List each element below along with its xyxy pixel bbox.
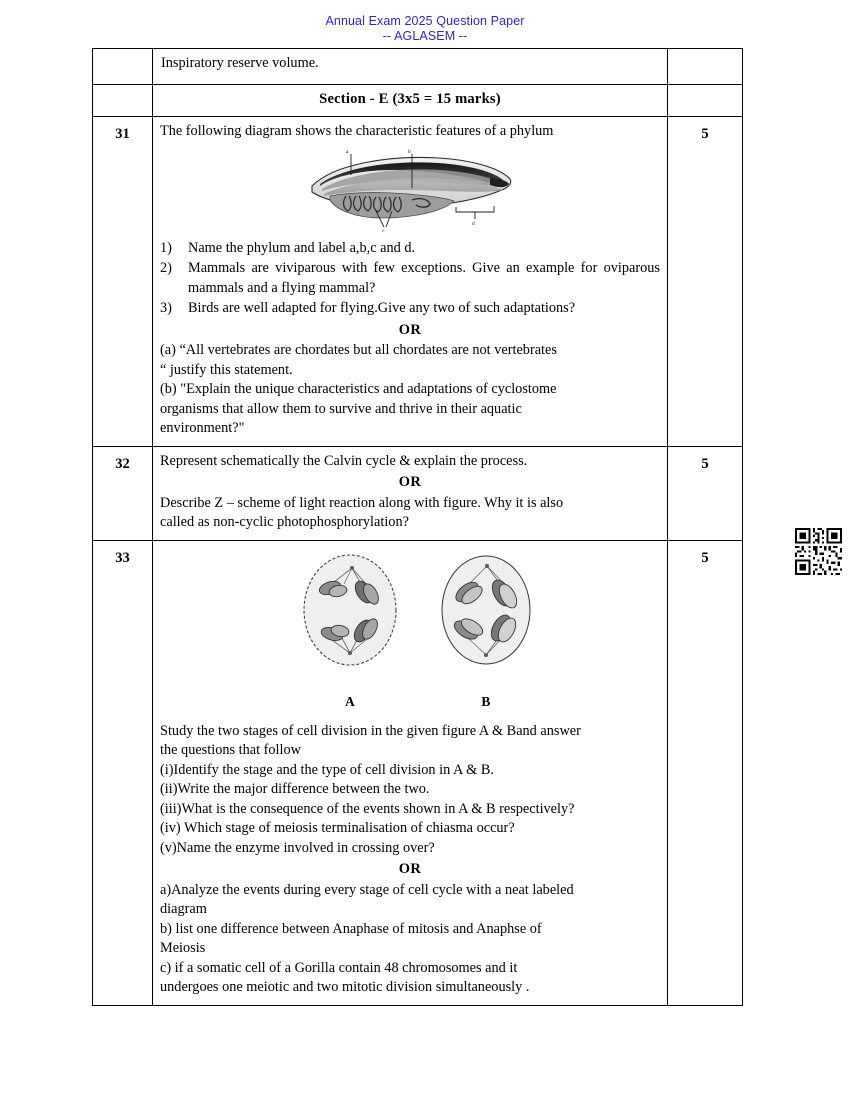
- figure-caption: A: [344, 694, 356, 709]
- question-lead-text: The following diagram shows the characteristic features of a phylum: [160, 123, 554, 139]
- marks-cell: [668, 117, 743, 447]
- question-line: the questions that follow: [160, 742, 301, 758]
- marks-cell: [668, 540, 743, 1005]
- section-title: Section - E (3x5 = 15 marks): [319, 91, 501, 107]
- list-marker: 2): [160, 260, 172, 276]
- question-body-cell: [153, 49, 668, 85]
- alt-question-line: “ justify this statement.: [160, 361, 293, 378]
- section-header-cell: [153, 85, 668, 117]
- table-row: [93, 540, 743, 1005]
- list-text: Mammals are viviparous with few exceptions. Give an example for oviparous mammals and a flying mammal?: [188, 260, 660, 296]
- alt-question-line: undergoes one meiotic and two mitotic division simultaneously .: [160, 979, 530, 995]
- question-number: 31: [115, 126, 130, 142]
- alt-question-line: called as non-cyclic photophosphorylation?: [160, 514, 409, 530]
- or-separator: OR: [398, 861, 422, 877]
- question-number: 32: [115, 455, 130, 472]
- header-title: Annual Exam 2025 Question Paper: [325, 14, 525, 28]
- marks-cell: [668, 85, 743, 117]
- table-row: [93, 49, 743, 85]
- header-subtitle: -- AGLASEM --: [382, 28, 468, 43]
- question-number-cell: [93, 446, 153, 540]
- marks-value: 5: [701, 549, 709, 566]
- cell-division-figure-a-svg: [300, 552, 400, 670]
- figure-label-c: c: [382, 227, 385, 233]
- list-item: [160, 299, 660, 319]
- alt-question-line: (a) “All vertebrates are chordates but all chordates are not vertebrates: [160, 342, 557, 358]
- question-body-cell: [153, 446, 668, 540]
- alt-question-line: a)Analyze the events during every stage of cell cycle with a neat labeled: [160, 881, 574, 898]
- question-body-cell: [153, 540, 668, 1005]
- marks-cell: [668, 49, 743, 85]
- question-line: Study the two stages of cell division in the given figure A & Band answer: [160, 722, 581, 739]
- or-separator: OR: [398, 474, 422, 490]
- question-sub-items: [160, 239, 660, 319]
- alt-question-line: b) list one difference between Anaphase of mitosis and Anaphse of: [160, 920, 542, 937]
- qr-code[interactable]: [795, 528, 842, 575]
- marks-cell: [668, 446, 743, 540]
- list-text: Name the phylum and label a,b,c and d.: [188, 239, 416, 256]
- alt-question-line: Describe Z – scheme of light reaction along with figure. Why it is also: [160, 494, 564, 511]
- amphioxus-diagram: [160, 148, 660, 233]
- question-line: (v)Name the enzyme involved in crossing over?: [160, 839, 435, 856]
- table-row: [93, 85, 743, 117]
- alt-question-line: environment?": [160, 420, 245, 436]
- figure-label-b: b: [408, 148, 411, 155]
- figure-caption: B: [481, 694, 491, 709]
- alt-question-line: Meiosis: [160, 940, 206, 956]
- qr-code-svg: [795, 528, 842, 575]
- list-item: [160, 239, 660, 259]
- cell-division-figure-a: [300, 552, 400, 712]
- question-lead-text: Represent schematically the Calvin cycle & explain the process.: [160, 452, 528, 469]
- page-header: [0, 14, 850, 43]
- exam-question-table: [92, 48, 743, 1006]
- question-number: 33: [115, 549, 130, 566]
- or-separator: OR: [398, 321, 422, 338]
- cell-division-figures: [160, 552, 660, 712]
- table-row: [93, 117, 743, 447]
- table-row: [93, 446, 743, 540]
- marks-value: 5: [701, 126, 709, 142]
- list-marker: 1): [160, 239, 172, 256]
- question-text: Inspiratory reserve volume.: [161, 55, 319, 71]
- cell-division-figure-b: [436, 552, 536, 712]
- cell-division-figure-b-svg: [436, 552, 536, 670]
- question-body-cell: [153, 117, 668, 447]
- question-number-cell: [93, 85, 153, 117]
- figure-label-a: a: [346, 148, 349, 155]
- alt-question-line: (b) "Explain the unique characteristics and adaptations of cyclostome: [160, 381, 557, 397]
- figure-label-d: d: [472, 220, 475, 227]
- question-line: (iii)What is the consequence of the events shown in A & B respectively?: [160, 800, 575, 817]
- question-number-cell: [93, 117, 153, 447]
- question-number-cell: [93, 49, 153, 85]
- question-line: (i)Identify the stage and the type of cell division in A & B.: [160, 761, 494, 778]
- alt-question-line: c) if a somatic cell of a Gorilla contain 48 chromosomes and it: [160, 959, 518, 976]
- alt-question-line: diagram: [160, 901, 207, 917]
- marks-value: 5: [701, 455, 709, 472]
- amphioxus-diagram-svg: [304, 148, 516, 233]
- list-text: Birds are well adapted for flying.Give any two of such adaptations?: [188, 300, 576, 316]
- list-marker: 3): [160, 300, 172, 316]
- question-line: (iv) Which stage of meiosis terminalisation of chiasma occur?: [160, 820, 515, 836]
- list-item: [160, 259, 660, 298]
- question-line: (ii)Write the major difference between the two.: [160, 781, 430, 797]
- alt-question-line: organisms that allow them to survive and thrive in their aquatic: [160, 400, 522, 417]
- question-number-cell: [93, 540, 153, 1005]
